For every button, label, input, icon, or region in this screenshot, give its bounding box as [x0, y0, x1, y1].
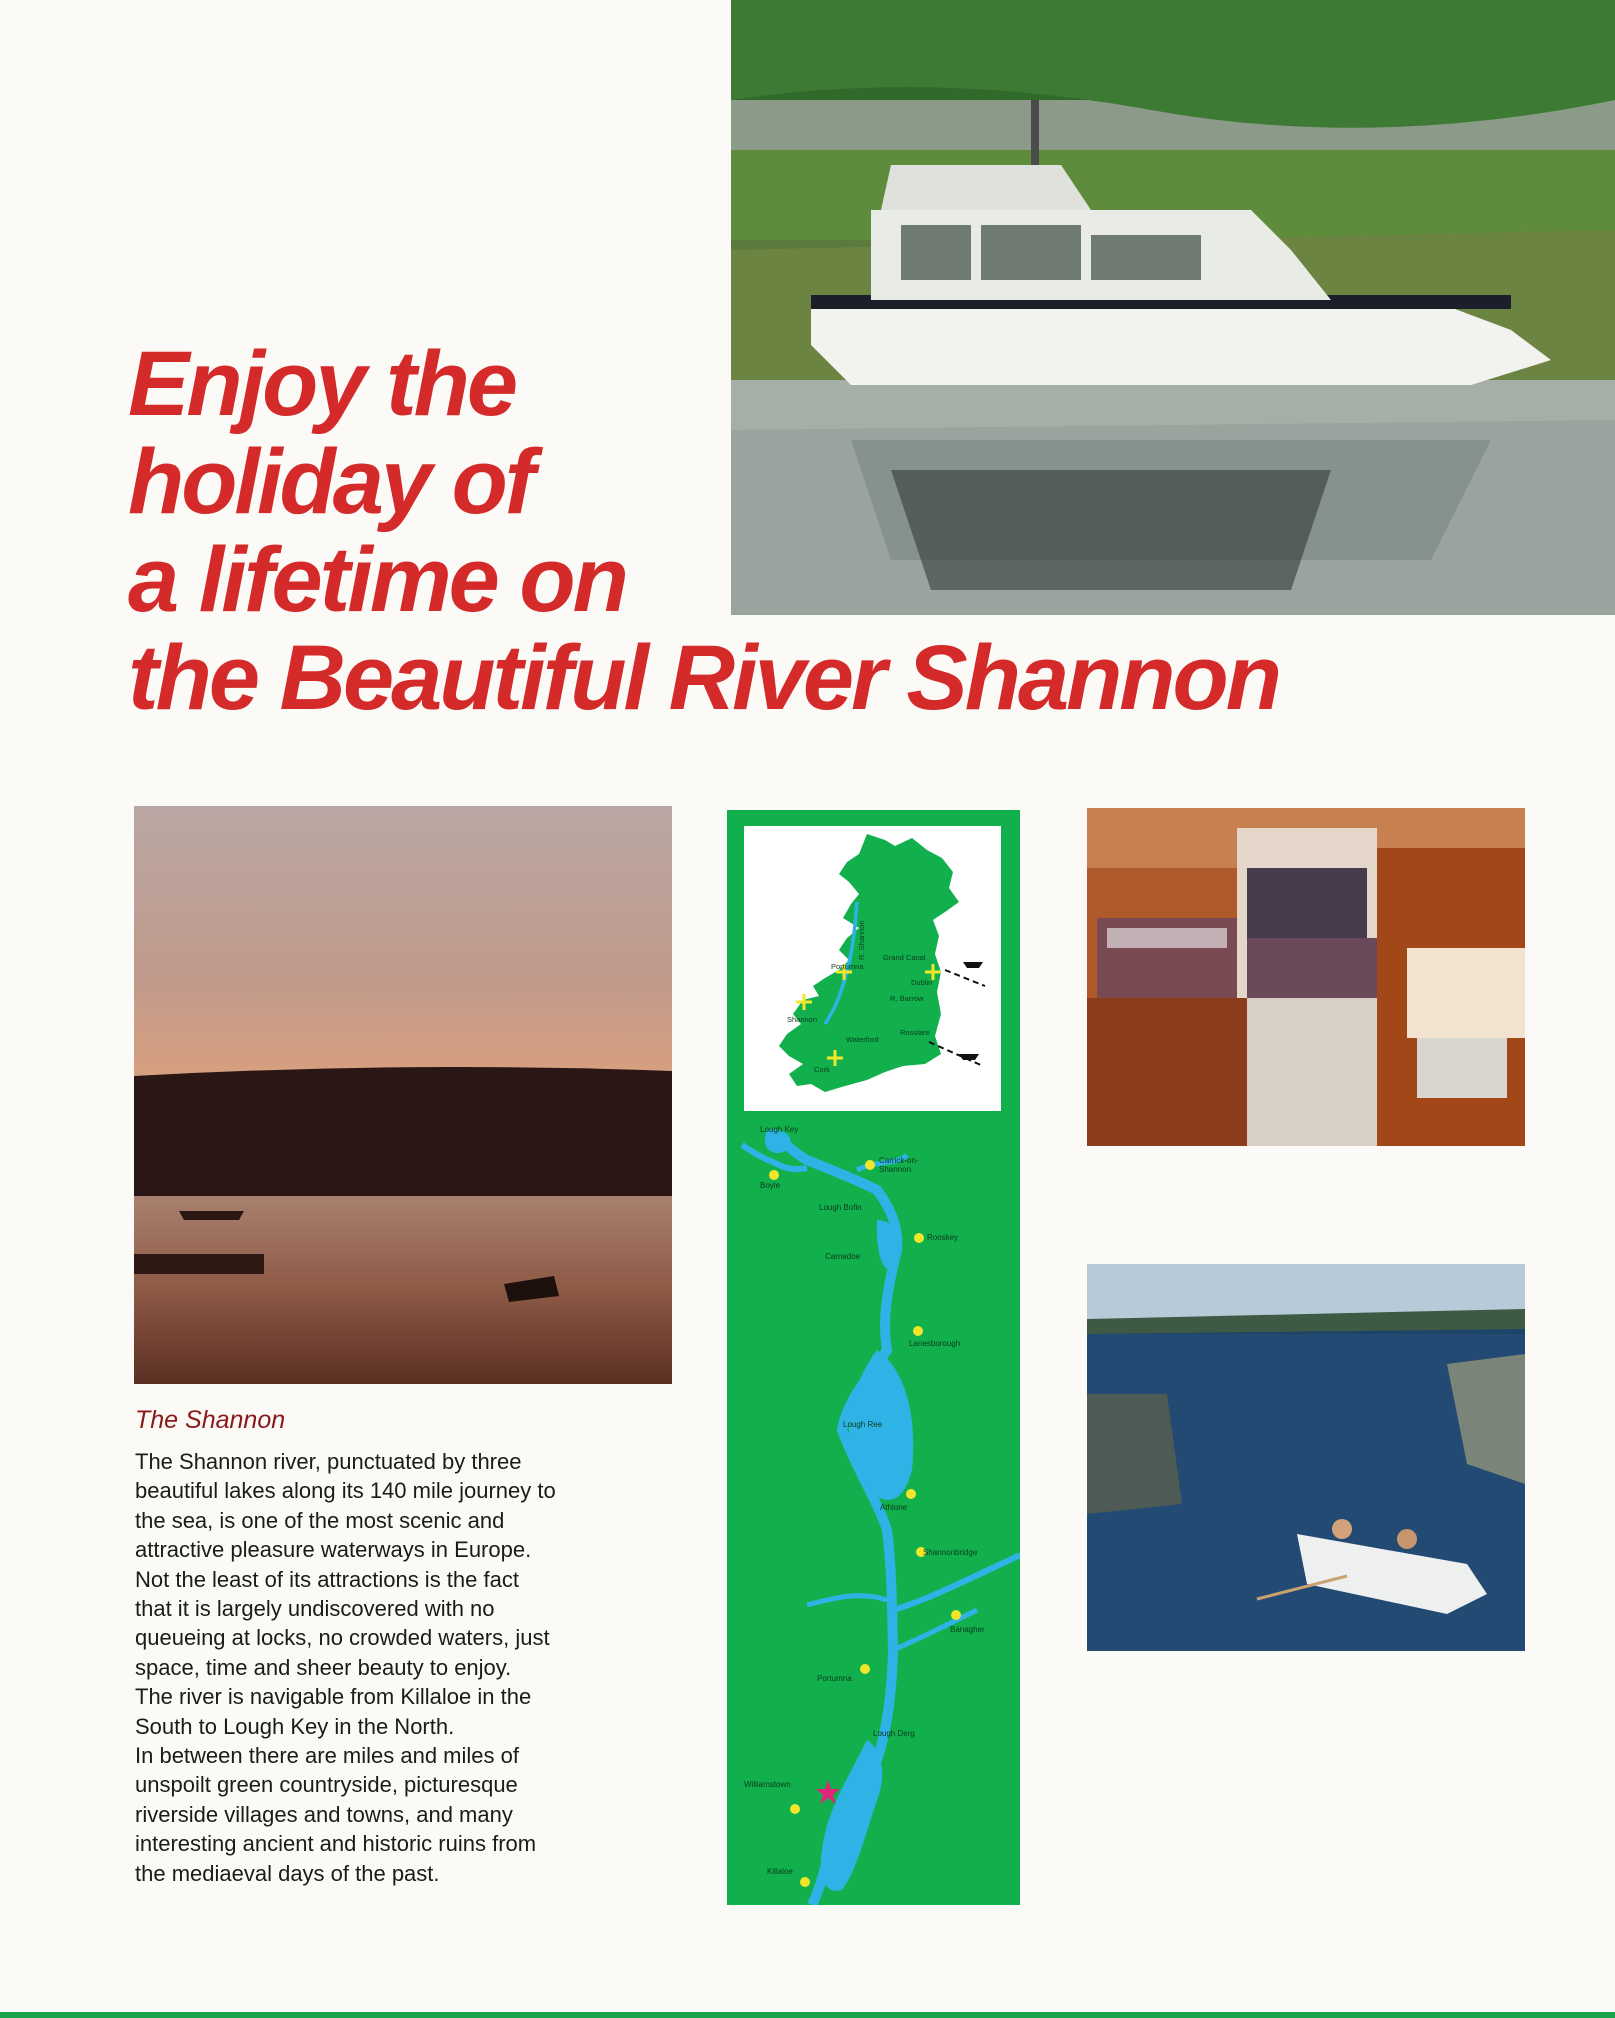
- town-dot-boyle: [769, 1170, 779, 1180]
- map-label-dublin: Dublin: [911, 978, 933, 987]
- body-line: the mediaeval days of the past.: [135, 1860, 440, 1886]
- body-line: riverside villages and towns, and many: [135, 1801, 513, 1827]
- headline-line-3: a lifetime on: [128, 529, 626, 631]
- suck-river: [807, 1596, 887, 1605]
- place-label-lough-bofin: Lough Bofin: [819, 1203, 862, 1212]
- body-line: beautiful lakes along its 140 mile journey to: [135, 1478, 556, 1504]
- body-line: The river is navigable from Killaloe in the: [135, 1684, 532, 1710]
- map-label-cork: Cork: [814, 1065, 830, 1074]
- place-label-athlone: Athlone: [880, 1503, 908, 1512]
- headline-line-1: Enjoy the: [128, 333, 516, 435]
- body-line: attractive pleasure waterways in Europe.: [135, 1537, 532, 1563]
- river-route-map: [742, 1125, 1020, 1905]
- map-label-waterford: Waterford: [846, 1035, 879, 1044]
- map-label-r-shannon: R. Shannon: [857, 920, 866, 960]
- place-label-williamstown: Williamstown: [744, 1780, 791, 1789]
- place-label-carrick-1: Carrick-on-: [879, 1156, 919, 1165]
- body-line: interesting ancient and historic ruins from: [135, 1831, 537, 1857]
- body-line: The Shannon river, punctuated by three: [135, 1449, 522, 1474]
- shannon-map-panel: [727, 810, 1020, 1905]
- place-label-lough-derg: Lough Derg: [873, 1729, 915, 1738]
- town-dot-banagher: [951, 1610, 961, 1620]
- map-label-shannon: Shannon: [787, 1015, 818, 1024]
- grand-canal: [893, 1555, 1020, 1610]
- headline-line-2: holiday of: [128, 431, 533, 533]
- cabin-interior-photo: [1087, 808, 1525, 1146]
- lough-derg: [821, 1740, 883, 1891]
- town-dot-portumna: [860, 1664, 870, 1674]
- map-label-portumna: Portumna: [831, 962, 864, 971]
- town-dot-lanesborough: [913, 1326, 923, 1336]
- body-line: queueing at locks, no crowded waters, just: [135, 1625, 550, 1651]
- map-label-r-barrow: R. Barrow: [890, 994, 924, 1003]
- headline-line-4: the Beautiful River Shannon: [128, 627, 1279, 729]
- body-line: that it is largely undiscovered with no: [135, 1596, 495, 1622]
- town-dot-killaloe: [800, 1877, 810, 1887]
- town-dot-athlone: [906, 1489, 916, 1499]
- place-label-lough-ree: Lough Ree: [843, 1420, 883, 1429]
- town-dot-rooskey: [914, 1233, 924, 1243]
- headline: [128, 335, 1528, 727]
- place-label-lough-key: Lough Key: [760, 1125, 799, 1134]
- body-line: South to Lough Key in the North.: [135, 1713, 455, 1739]
- base-star-icon: [816, 1780, 840, 1804]
- sunset-lake-photo: [134, 806, 672, 1384]
- place-label-banagher: Banagher: [950, 1625, 985, 1634]
- town-dot-williamstown: [790, 1804, 800, 1814]
- map-label-rosslare: Rosslare: [900, 1028, 930, 1037]
- ireland-inset-map: [744, 826, 1001, 1111]
- town-dot-carrick: [865, 1160, 875, 1170]
- place-label-carnadoe: Carnadoe: [825, 1252, 861, 1261]
- rowing-boat-photo: [1087, 1264, 1525, 1651]
- body-line: space, time and sheer beauty to enjoy.: [135, 1654, 512, 1680]
- place-label-portumna: Portumna: [817, 1674, 852, 1683]
- body-line: the sea, is one of the most scenic and: [135, 1507, 505, 1533]
- place-label-killaloe: Killaloe: [767, 1867, 793, 1876]
- body-line: Not the least of its attractions is the fact: [135, 1566, 519, 1592]
- bottom-rule: [0, 2012, 1615, 2018]
- place-label-carrick-2: Shannon: [879, 1165, 912, 1174]
- map-label-grand-canal: Grand Canal: [883, 953, 926, 962]
- section-title: The Shannon: [135, 1406, 286, 1434]
- place-label-boyle: Boyle: [760, 1181, 781, 1190]
- place-label-lanesborough: Lanesborough: [909, 1339, 961, 1348]
- place-label-rooskey: Rooskey: [927, 1233, 959, 1242]
- body-line: unspoilt green countryside, picturesque: [135, 1772, 518, 1798]
- place-label-shannonbridge: Shannonbridge: [923, 1548, 978, 1557]
- body-line: In between there are miles and miles of: [135, 1743, 519, 1769]
- body-text: [135, 1447, 655, 1888]
